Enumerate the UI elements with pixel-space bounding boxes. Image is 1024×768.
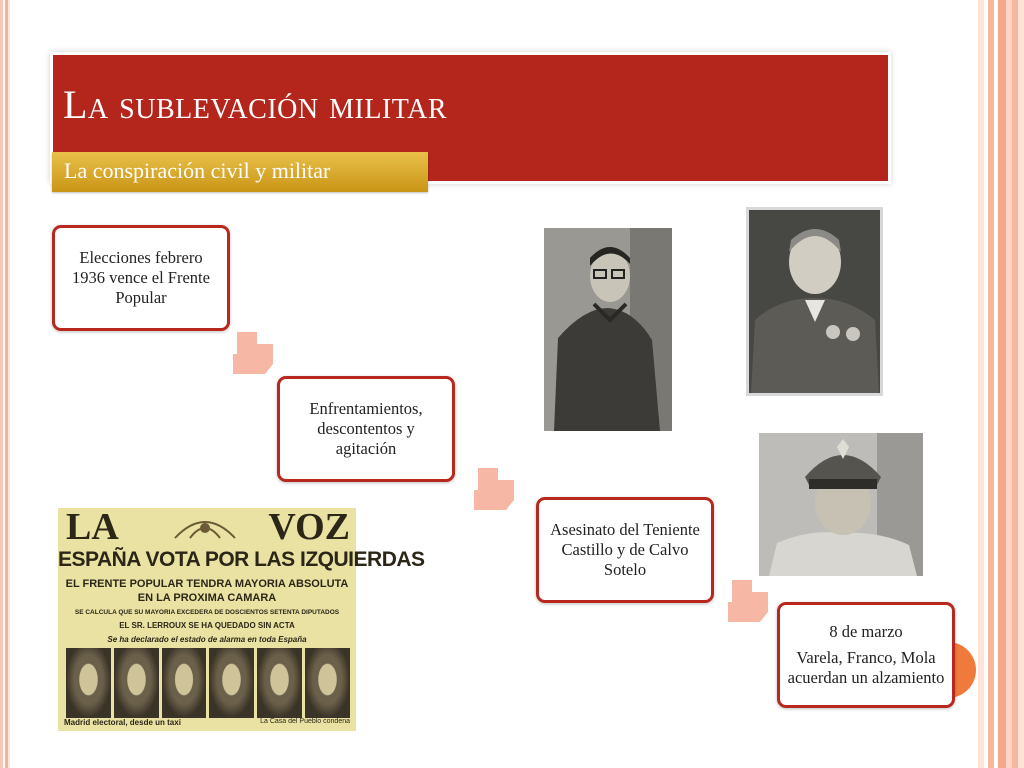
newspaper-line-4: EL SR. LERROUX SE HA QUEDADO SIN ACTA	[119, 621, 295, 630]
arrow-icon	[724, 578, 770, 624]
photo-franco-cap	[759, 433, 923, 576]
photo-general-portrait	[746, 207, 883, 396]
masthead-voz: VOZ	[268, 506, 350, 548]
newspaper-portrait	[66, 648, 111, 718]
newspaper-line-3: SE CALCULA QUE SU MAYORIA EXCEDERA DE DOSCIENTOS SETENTA DIPUTADOS	[74, 609, 340, 616]
newspaper-subheadline-2: EN LA PROXIMA CAMARA	[137, 592, 277, 604]
subtitle-banner	[52, 152, 428, 192]
right-decorative-border	[978, 0, 1024, 768]
emblem-icon	[170, 510, 240, 540]
newspaper-masthead	[58, 506, 356, 548]
newspaper-portrait	[162, 648, 207, 718]
step-2-text: Enfrentamientos, descontentos y agitación	[309, 399, 423, 458]
step-4-date: 8 de marzo	[829, 622, 903, 641]
slide-subtitle: La conspiración civil y militar	[64, 158, 331, 183]
slide-title: La sublevación militar	[63, 82, 448, 127]
step-1-text: Elecciones febrero 1936 vence el Frente Popular	[72, 248, 210, 307]
step-3-text: Asesinato del Teniente Castillo y de Calvo Sotelo	[550, 520, 700, 579]
arrow-icon	[229, 330, 275, 376]
photo-officer-glasses	[544, 228, 672, 431]
step-2-box	[277, 376, 455, 482]
newspaper-portrait	[305, 648, 350, 718]
step-1-box	[52, 225, 230, 331]
newspaper-portraits	[66, 648, 350, 718]
step-3-box	[536, 497, 714, 603]
step-4-box	[777, 602, 955, 708]
newspaper-portrait	[209, 648, 254, 718]
masthead-la: LA	[66, 506, 119, 548]
newspaper-la-voz	[58, 506, 425, 731]
left-decorative-border	[0, 0, 10, 768]
newspaper-line-5: Se ha declarado el estado de alarma en toda España	[107, 635, 307, 644]
step-4-text: Varela, Franco, Mola acuerdan un alzamiento	[787, 648, 945, 687]
newspaper-footer-left: Madrid electoral, desde un taxi	[64, 718, 181, 727]
newspaper-headline: ESPAÑA VOTA POR LAS IZQUIERDAS	[58, 548, 425, 571]
arrow-icon	[470, 466, 516, 512]
newspaper-footer-right: La Casa del Pueblo condena	[260, 718, 350, 725]
newspaper-subheadline-1: EL FRENTE POPULAR TENDRA MAYORIA ABSOLUTA	[65, 578, 349, 590]
newspaper-portrait	[114, 648, 159, 718]
newspaper-portrait	[257, 648, 302, 718]
